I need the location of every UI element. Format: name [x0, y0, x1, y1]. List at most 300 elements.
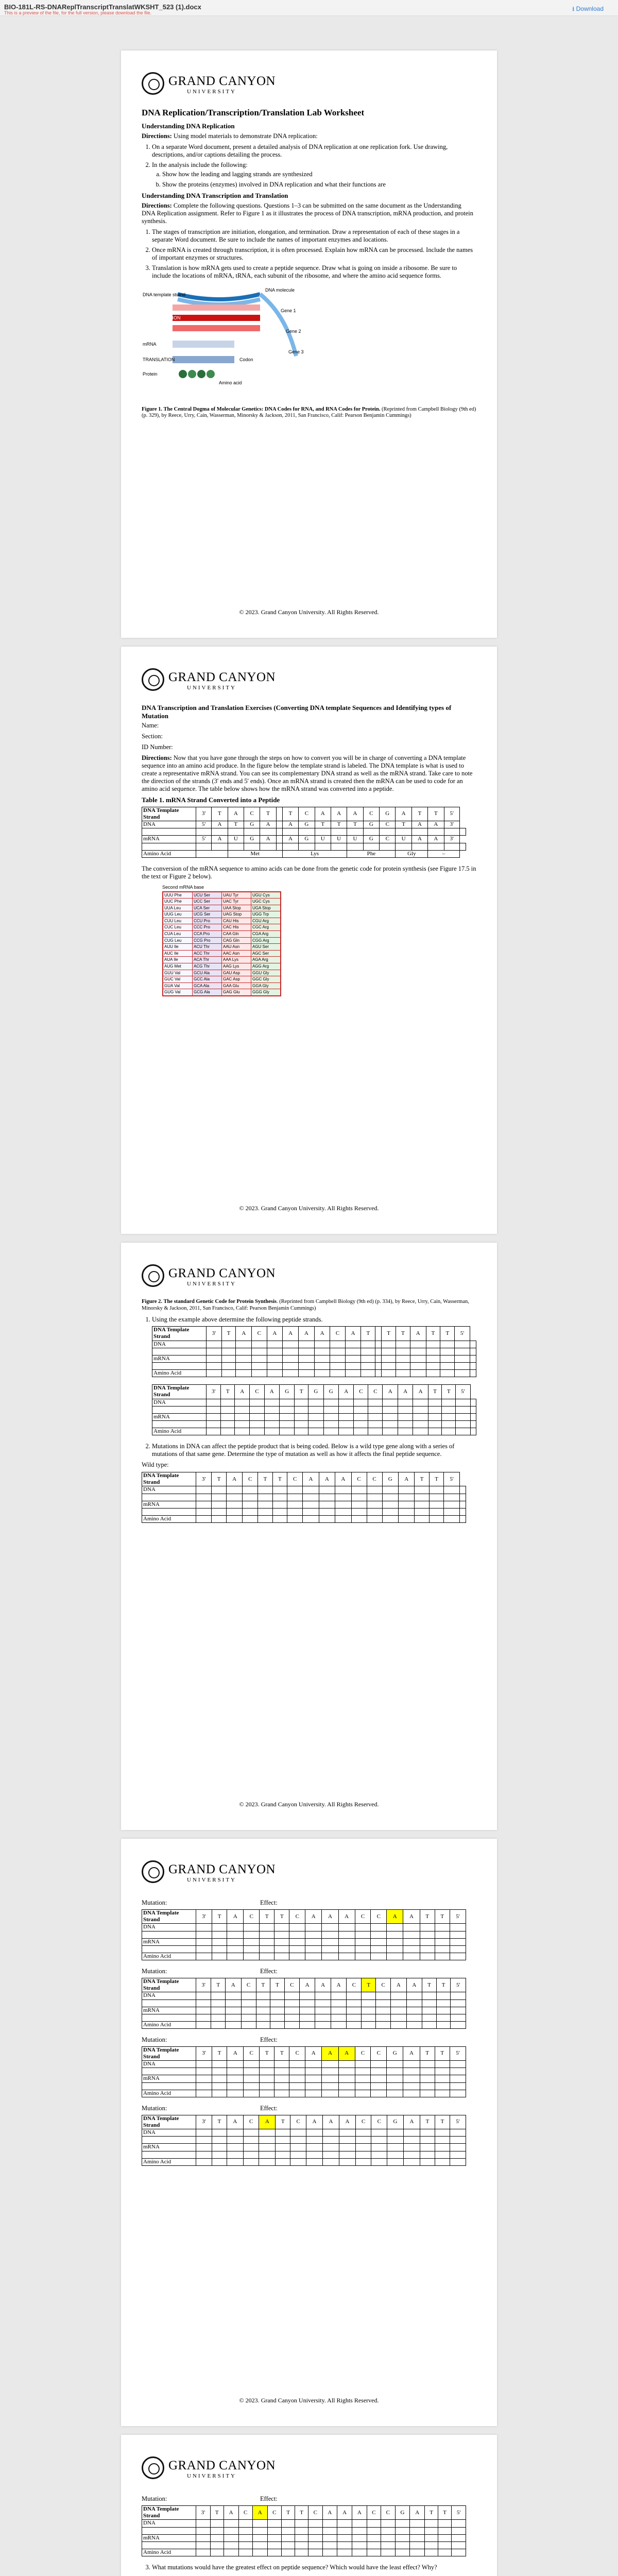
- table-cell: G: [244, 821, 260, 828]
- table-cell: 5': [450, 2046, 466, 2060]
- table-cell: [459, 1508, 466, 1515]
- table-cell: [398, 1399, 413, 1406]
- table-cell: [298, 1341, 314, 1348]
- table-cell: [212, 1515, 227, 1522]
- table-cell: [347, 2014, 362, 2021]
- table-cell: C: [287, 1472, 303, 1486]
- table-cell: [322, 2090, 338, 2097]
- table-cell: [287, 1486, 303, 1494]
- table-cell: T: [258, 1472, 273, 1486]
- table-cell: A: [252, 2506, 267, 2520]
- table-cell: [425, 2520, 438, 2527]
- table-cell: C: [380, 821, 396, 828]
- table-cell: [260, 2075, 274, 2082]
- table-cell: [284, 2021, 299, 2028]
- table-cell: [381, 2520, 395, 2527]
- codon-cell: ACA Thr: [193, 957, 221, 963]
- table-cell: [305, 1945, 322, 1953]
- table-cell: [355, 1924, 371, 1931]
- table-cell: 5': [450, 1910, 466, 1924]
- table-cell: [196, 2541, 211, 2549]
- table-cell: [152, 1420, 207, 1428]
- table-cell: A: [398, 1472, 414, 1486]
- directions-text: Using model materials to demonstrate DNA replication:: [171, 132, 318, 140]
- table-cell: A: [335, 1472, 351, 1486]
- table-cell: [362, 1992, 376, 1999]
- table-cell: [267, 1362, 283, 1369]
- table-cell: [456, 1420, 470, 1428]
- table-cell: [226, 1508, 242, 1515]
- table-cell: –: [428, 850, 460, 857]
- directions-label: Directions:: [142, 132, 172, 140]
- table-cell: [267, 1341, 283, 1348]
- table-cell: [459, 1486, 466, 1494]
- table-cell: T: [274, 2046, 289, 2060]
- table-cell: [260, 828, 276, 836]
- codon-cell: ACC Thr: [193, 951, 221, 957]
- table-cell: U: [331, 836, 347, 843]
- table-cell: [404, 2158, 420, 2165]
- table-cell: [450, 2090, 466, 2097]
- replication-heading: Understanding DNA Replication: [142, 122, 235, 130]
- table-cell: [259, 2137, 276, 2144]
- table-cell: [440, 1369, 455, 1377]
- table-cell: [391, 2021, 407, 2028]
- codon-cell: AUG Met: [163, 963, 192, 970]
- table-cell: 5': [444, 807, 459, 821]
- table-cell: [355, 2129, 371, 2137]
- table-cell: [315, 1999, 331, 2007]
- table-cell: [196, 2061, 212, 2068]
- table-cell: [371, 1924, 387, 1931]
- table-cell: [142, 2151, 196, 2158]
- table-cell: A: [338, 1385, 353, 1399]
- table-cell: A: [212, 836, 228, 843]
- table-cell: [396, 828, 411, 836]
- table-cell: [322, 2144, 339, 2151]
- table-cell: [387, 2075, 403, 2082]
- table-cell: [371, 2061, 387, 2068]
- table-cell: C: [380, 836, 396, 843]
- table-cell: A: [347, 807, 363, 821]
- table-cell: T: [426, 1327, 440, 1341]
- table-cell: DNA Template Strand: [142, 2046, 196, 2060]
- table-cell: [456, 1399, 470, 1406]
- table-cell: Met: [228, 850, 282, 857]
- table-cell: C: [289, 1910, 305, 1924]
- table-cell: [428, 1428, 442, 1435]
- table-cell: A: [322, 1910, 338, 1924]
- table-cell: [276, 836, 282, 843]
- table-cell: [415, 1486, 430, 1494]
- table-cell: [338, 2090, 355, 2097]
- table-cell: [196, 2549, 211, 2556]
- question-list: [152, 2564, 476, 2571]
- table-cell: C: [371, 2046, 387, 2060]
- table-cell: [152, 1406, 207, 1413]
- table-cell: [381, 2549, 395, 2556]
- table-cell: [415, 1501, 430, 1508]
- table-cell: [413, 1428, 428, 1435]
- table-cell: [435, 2151, 450, 2158]
- table-cell: [295, 2541, 308, 2549]
- table-cell: [396, 1355, 410, 1362]
- table-cell: [315, 828, 331, 836]
- table-cell: [450, 2158, 466, 2165]
- table-cell: 3': [444, 836, 459, 843]
- download-button[interactable]: [572, 4, 604, 15]
- exercise-text: Mutations in DNA can affect the peptide product that is being coded. Below is a wild type gene along with a series of mutations of that same gene. Determine the type of mutation as well as how it affects the final peptide sequence.: [152, 1443, 455, 1458]
- table-cell: [459, 828, 466, 836]
- table-cell: T: [428, 807, 444, 821]
- table-cell: [347, 1999, 362, 2007]
- table-cell: G: [244, 836, 260, 843]
- table-cell: [355, 2090, 371, 2097]
- table-cell: [244, 1924, 260, 1931]
- table-cell: DNA Template Strand: [142, 2115, 196, 2129]
- table-cell: [387, 2137, 404, 2144]
- table-cell: [289, 1924, 305, 1931]
- table-cell: [323, 1406, 338, 1413]
- table-cell: [361, 1348, 375, 1355]
- table-cell: [470, 1399, 476, 1406]
- table-row: [142, 2090, 466, 2097]
- table-cell: T: [425, 2506, 438, 2520]
- table-cell: [398, 1515, 414, 1522]
- table-cell: [420, 2090, 435, 2097]
- page-5-content: [142, 2489, 476, 2576]
- table-cell: [347, 828, 363, 836]
- table-cell: [241, 2014, 256, 2021]
- table-cell: [212, 2137, 227, 2144]
- table-cell: A: [228, 807, 244, 821]
- table-cell: [422, 2007, 437, 2014]
- table-cell: [258, 1508, 273, 1515]
- table-cell: [283, 1348, 299, 1355]
- table-cell: T: [382, 1327, 396, 1341]
- table-cell: [367, 2549, 381, 2556]
- table-cell: [338, 2061, 355, 2068]
- table-row: [152, 1341, 476, 1348]
- codon-cell: AGG Arg: [251, 963, 280, 970]
- table-cell: T: [331, 821, 347, 828]
- table-cell: [331, 828, 347, 836]
- table-cell: [142, 2068, 196, 2075]
- table-cell: [243, 2137, 259, 2144]
- table-cell: T: [396, 821, 411, 828]
- table-cell: A: [396, 807, 411, 821]
- table-cell: [455, 1369, 470, 1377]
- table-cell: [276, 2158, 290, 2165]
- table-cell: [282, 2549, 295, 2556]
- table-cell: [435, 1938, 450, 1945]
- table-cell: [211, 1992, 226, 1999]
- table-cell: [260, 1938, 274, 1945]
- codon-cell: GCU Ala: [193, 970, 221, 976]
- table-cell: A: [315, 1978, 331, 1992]
- table-cell: [212, 2158, 227, 2165]
- table-cell: T: [212, 2115, 227, 2129]
- table-cell: [470, 1420, 476, 1428]
- table-cell: [367, 1508, 382, 1515]
- table-cell: DNA: [152, 1399, 207, 1406]
- list-item: 1. On a separate Word document, present a detailed analysis of DNA replication at one replication fork. Use drawing, descriptions, and/or captions detailing the process.: [152, 143, 476, 159]
- table-cell: 3': [444, 821, 459, 828]
- table-cell: T: [210, 2506, 224, 2520]
- table-cell: [221, 1413, 235, 1420]
- codon-cell: CAU His: [222, 918, 251, 924]
- table-cell: [387, 1924, 403, 1931]
- table-cell: [226, 1999, 242, 2007]
- table-cell: [403, 1953, 420, 1960]
- table-cell: [381, 2534, 395, 2541]
- table-cell: [236, 1348, 252, 1355]
- table-cell: [260, 1945, 274, 1953]
- table-cell: [435, 2068, 450, 2075]
- table-cell: [444, 1494, 459, 1501]
- table-cell: [381, 2541, 395, 2549]
- table-cell: [308, 1420, 323, 1428]
- question: 1. The stages of transcription are initiation, elongation, and termination. Draw a representation of each of these stages in a separate Word document. Be sure to include the names of important enzymes and locations.: [152, 228, 476, 244]
- table-cell: A: [403, 2046, 420, 2060]
- table-cell: [267, 2549, 281, 2556]
- table-1: [142, 807, 466, 858]
- table-cell: [406, 2007, 422, 2014]
- table-cell: [227, 1953, 244, 1960]
- table-cell: [375, 1362, 382, 1369]
- table-cell: [435, 1945, 450, 1953]
- codon-cell: GUA Val: [163, 983, 192, 989]
- codon-cell: GCA Ala: [193, 983, 221, 989]
- table-cell: [387, 2144, 404, 2151]
- table-cell: [428, 1413, 442, 1420]
- table-cell: [425, 2549, 438, 2556]
- figure-2-caption: [142, 1299, 476, 1312]
- replication-list: [152, 143, 476, 189]
- table-cell: [243, 1508, 258, 1515]
- table-cell: [410, 1341, 426, 1348]
- table-cell: [319, 1501, 335, 1508]
- table-cell: [207, 1428, 221, 1435]
- logo-sub: UNIVERSITY: [187, 89, 236, 95]
- table-cell: [435, 1931, 450, 1938]
- page-2: [121, 647, 497, 1234]
- table-cell: [338, 1945, 355, 1953]
- table-cell: [429, 1508, 444, 1515]
- table-cell: [276, 828, 282, 836]
- table-cell: [236, 1362, 252, 1369]
- directions-2: [142, 202, 476, 225]
- table-cell: C: [252, 1327, 267, 1341]
- table-row: [142, 828, 466, 836]
- table-cell: [436, 2007, 451, 2014]
- table-cell: [339, 2137, 355, 2144]
- table-cell: [338, 1953, 355, 1960]
- table-cell: [435, 1924, 450, 1931]
- table-cell: T: [211, 1978, 226, 1992]
- table-cell: [295, 1413, 308, 1420]
- table-cell: DNA: [142, 821, 196, 828]
- table-cell: G: [382, 1472, 398, 1486]
- codon-cell: GCC Ala: [193, 976, 221, 982]
- table-row: [142, 1978, 466, 1992]
- table-cell: [435, 2061, 450, 2068]
- table-cell: [459, 1515, 466, 1522]
- codon-cell: AAG Lys: [222, 963, 251, 970]
- table-cell: [391, 1999, 407, 2007]
- mutation-label: Mutation:: [142, 2104, 167, 2112]
- table-cell: [450, 2082, 466, 2090]
- table-cell: [470, 1341, 476, 1348]
- page-3-content: [142, 1297, 476, 1530]
- table-cell: A: [352, 2506, 367, 2520]
- table-cell: [382, 1341, 396, 1348]
- table-cell: [308, 1399, 323, 1406]
- table-row: [152, 1428, 476, 1435]
- table-cell: 5': [456, 1385, 470, 1399]
- page-3: [121, 1243, 497, 1830]
- table-cell: A: [267, 1327, 283, 1341]
- table-cell: [315, 2014, 331, 2021]
- table-cell: [243, 2129, 259, 2137]
- table-cell: [444, 843, 459, 850]
- copyright-footer: © 2023. Grand Canyon University. All Rights Reserved.: [239, 1801, 379, 1808]
- table-cell: [450, 1945, 466, 1953]
- table-cell: [303, 1494, 319, 1501]
- table-cell: [238, 2520, 252, 2527]
- table-cell: Amino Acid: [142, 2090, 196, 2097]
- table-cell: [375, 1355, 382, 1362]
- table-cell: A: [259, 2115, 276, 2129]
- table-row: [142, 2115, 466, 2129]
- table-cell: 3': [207, 1385, 221, 1399]
- codon-cell: GUC Val: [163, 976, 192, 982]
- table-cell: [339, 2158, 355, 2165]
- table-cell: A: [322, 2046, 338, 2060]
- table-cell: [211, 2021, 226, 2028]
- logo-sub: UNIVERSITY: [187, 2473, 236, 2479]
- codon-cell: GGC Gly: [251, 976, 280, 982]
- table-cell: [319, 1508, 335, 1515]
- table-cell: [383, 1413, 398, 1420]
- codon-cell: CCG Pro: [193, 938, 221, 944]
- table-cell: [256, 1999, 270, 2007]
- table-cell: [391, 2014, 407, 2021]
- table-row: [152, 1362, 476, 1369]
- table-cell: [367, 1501, 382, 1508]
- table-cell: U: [396, 836, 411, 843]
- table-cell: [387, 2068, 403, 2075]
- table-cell: [425, 2541, 438, 2549]
- table-cell: [211, 1999, 226, 2007]
- fig-label-aa: Amino acid: [219, 380, 242, 385]
- table-cell: [142, 2014, 196, 2021]
- table-cell: [354, 1406, 368, 1413]
- table-cell: C: [241, 1978, 256, 1992]
- table-cell: [210, 2520, 224, 2527]
- table-cell: [221, 1341, 236, 1348]
- table-cell: [305, 1924, 322, 1931]
- table-cell: [207, 1369, 222, 1377]
- table-cell: [207, 1348, 222, 1355]
- table-cell: [395, 2520, 410, 2527]
- table-cell: [196, 2075, 212, 2082]
- table-cell: [352, 2527, 367, 2534]
- table-cell: [250, 1420, 264, 1428]
- table-cell: A: [404, 2115, 420, 2129]
- table-cell: [252, 2534, 267, 2541]
- table-row: [142, 836, 466, 843]
- mutation-block: [142, 2036, 476, 2097]
- codon-cell: UUG Leu: [163, 911, 192, 918]
- table-cell: G: [363, 836, 379, 843]
- central-dogma-figure: [142, 284, 476, 404]
- table-cell: [322, 2520, 337, 2527]
- name-field: Name:: [142, 722, 159, 730]
- table-cell: A: [403, 1910, 420, 1924]
- seal-icon: [142, 2456, 164, 2479]
- table-cell: [435, 1953, 450, 1960]
- table-cell: [322, 2129, 339, 2137]
- table-cell: [410, 1355, 426, 1362]
- table-cell: [331, 2021, 347, 2028]
- table-cell: [207, 1420, 221, 1428]
- table-row: [142, 2144, 466, 2151]
- table-cell: T: [440, 1327, 455, 1341]
- table-cell: [196, 2082, 212, 2090]
- table-cell: [371, 2158, 387, 2165]
- table-cell: [452, 2541, 466, 2549]
- sub-list: [162, 171, 476, 189]
- table-cell: [438, 2541, 452, 2549]
- codon-cell: AAC Asn: [222, 951, 251, 957]
- table-cell: [398, 1494, 414, 1501]
- table-cell: DNA Template Strand: [142, 807, 196, 821]
- table-cell: [404, 2144, 420, 2151]
- table-cell: [410, 2549, 425, 2556]
- table-cell: [387, 2090, 403, 2097]
- table-cell: [290, 2137, 306, 2144]
- table-row: [142, 843, 466, 850]
- table-cell: C: [371, 1910, 387, 1924]
- codon-cell: CAG Gln: [222, 938, 251, 944]
- table-cell: T: [256, 1978, 270, 1992]
- table-cell: [196, 1938, 212, 1945]
- table-cell: [289, 2061, 305, 2068]
- table-cell: [331, 1992, 347, 1999]
- table-cell: [428, 1420, 442, 1428]
- table-cell: T: [361, 1327, 375, 1341]
- table-cell: G: [380, 807, 396, 821]
- table-cell: [244, 1938, 260, 1945]
- logo-name: GRAND CANYON: [168, 1266, 276, 1280]
- table-cell: Amino Acid: [152, 1369, 207, 1377]
- table-cell: [290, 2129, 306, 2137]
- table-cell: mRNA: [142, 2075, 196, 2082]
- table-cell: [272, 1494, 287, 1501]
- table-cell: [250, 1399, 264, 1406]
- table-cell: T: [415, 1472, 430, 1486]
- table-cell: [258, 1501, 273, 1508]
- table-cell: A: [282, 836, 298, 843]
- table-cell: [395, 2534, 410, 2541]
- table-cell: [196, 2534, 211, 2541]
- table-cell: [308, 1413, 323, 1420]
- table-cell: DNA: [142, 1992, 196, 1999]
- table-cell: [371, 2137, 387, 2144]
- table-cell: [270, 2021, 285, 2028]
- mutation-header: [142, 1899, 476, 1907]
